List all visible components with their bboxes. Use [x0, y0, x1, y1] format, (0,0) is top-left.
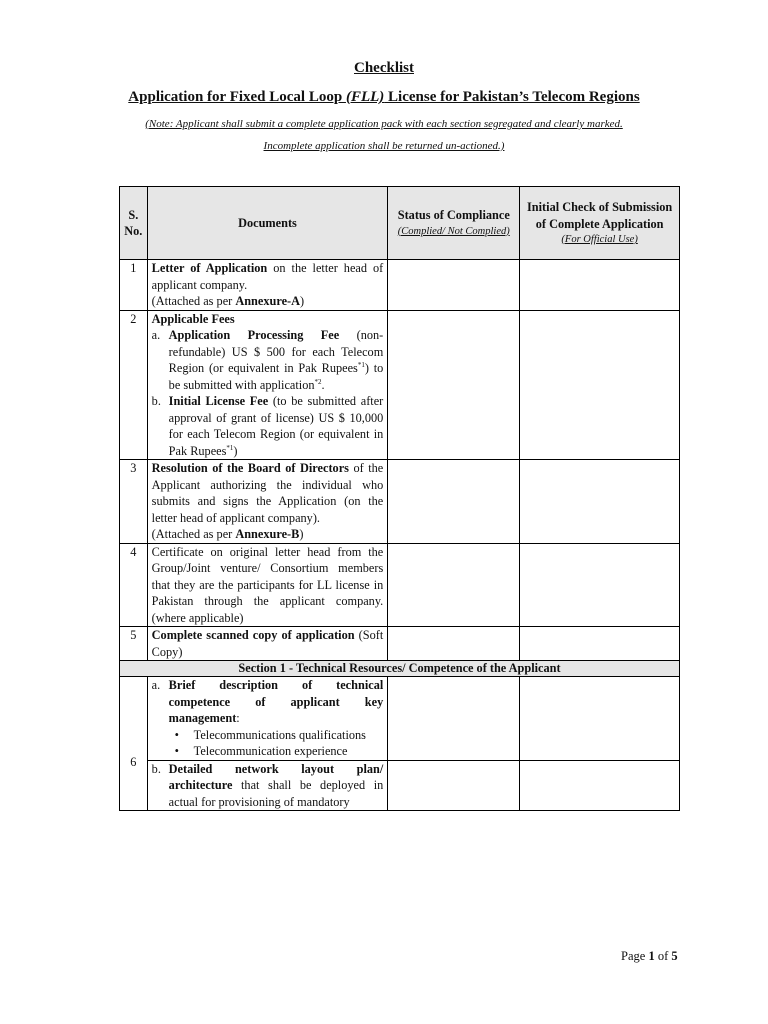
bullet-icon: • — [174, 744, 179, 758]
header-status-sub: (Complied/ Not Complied) — [397, 225, 510, 237]
table-row — [120, 260, 680, 311]
row-document: Complete scanned copy of application (Soft Copy) — [147, 627, 388, 661]
page-number: Page 1 of 5 — [621, 949, 678, 963]
row-number: 1 — [120, 260, 148, 311]
initial-check-cell[interactable] — [520, 543, 680, 627]
row-document: Resolution of the Board of Directors of the Applicant authorizing the individual who submits and signs the Application (on the letter head of applicant company). (Attached as per Annexure-B) — [147, 460, 388, 544]
note-line-2: Incomplete application shall be returned un-actioned.) — [263, 140, 505, 152]
status-cell[interactable] — [388, 260, 520, 311]
note-line-1: (Note: Applicant shall submit a complete application pack with each section segregated and clearly marked. — [145, 118, 623, 130]
row-document: Certificate on original letter head from the Group/Joint venture/ Consortium members that they are the participants for LL license in Pakistan through the applicant company. (where applicable) — [147, 543, 388, 627]
initial-check-cell[interactable] — [520, 627, 680, 661]
table-row — [120, 627, 680, 661]
header-initial-sub: (For Official Use) — [561, 234, 638, 245]
item-a: a. Brief description of technical competence of applicant key management: — [151, 678, 384, 725]
row-document: Applicable Fees a. Application Processing Fee (non-refundable) US $ 500 for each Telecom Region (or equivalent in Pak Rupees$^{*1}$) to be submitted with application$^{*2}$. b. Initial License Fee (to be submitted after approval of grant of license) US $ 10,000 for each Telecom Region (or equivalent in Pak Rupees$^{*1}$) — [147, 310, 388, 460]
status-cell[interactable] — [388, 310, 520, 460]
initial-check-cell[interactable] — [520, 260, 680, 311]
initial-check-cell[interactable] — [520, 677, 680, 761]
initial-check-cell[interactable] — [520, 760, 680, 811]
row-number: 5 — [120, 627, 148, 661]
status-cell[interactable] — [388, 627, 520, 661]
status-cell[interactable] — [388, 460, 520, 544]
initial-check-cell[interactable] — [520, 460, 680, 544]
list-item: • Telecommunications qualifications — [174, 727, 366, 742]
row-number: 2 — [120, 310, 148, 460]
row-number: 4 — [120, 543, 148, 627]
row-document — [147, 677, 388, 761]
status-cell[interactable] — [388, 543, 520, 627]
table-row — [120, 677, 680, 761]
status-cell[interactable] — [388, 677, 520, 761]
document-subtitle: Application for Fixed Local Loop (FLL) License for Pakistan’s Telecom Regions — [128, 89, 640, 105]
page-title: Checklist — [354, 60, 414, 76]
row-number: 3 — [120, 460, 148, 544]
table-row — [120, 543, 680, 627]
header-sno: S. No. — [120, 187, 148, 260]
table-row — [120, 310, 680, 460]
table-row — [120, 460, 680, 544]
item-b: b. Detailed network layout plan/ architecture that shall be deployed in actual for provisioning of mandatory — [151, 761, 384, 809]
list-item: • Telecommunication experience — [174, 744, 348, 758]
bullet-icon: • — [174, 727, 179, 742]
fee-item-a: a. Application Processing Fee (non-refundable) US $ 500 for each Telecom Region (or equivalent in Pak Rupees$^{*1}$) to be submitted with application$^{*2}$. — [151, 328, 384, 392]
table-row — [120, 760, 680, 811]
header-initial-check: Initial Check of Submission of Complete Application (For Official Use) — [520, 187, 680, 260]
status-cell[interactable] — [388, 760, 520, 811]
section-header-row — [120, 661, 680, 677]
initial-check-cell[interactable] — [520, 310, 680, 460]
table-header-row — [120, 187, 680, 260]
header-status: Status of Compliance (Complied/ Not Complied) — [388, 187, 520, 260]
row-document — [147, 760, 388, 811]
checklist-table — [119, 186, 680, 811]
row-document: Letter of Application on the letter head of applicant company. (Attached as per Annexure-A) — [147, 260, 388, 311]
row-number: 6 — [120, 677, 148, 811]
fee-item-b: b. Initial License Fee (to be submitted after approval of grant of license) US $ 10,000 for each Telecom Region (or equivalent in Pak Rupees$^{*1}$) — [151, 394, 384, 458]
section-title: Section 1 - Technical Resources/ Competence of the Applicant — [120, 661, 680, 677]
header-documents: Documents — [147, 187, 388, 260]
